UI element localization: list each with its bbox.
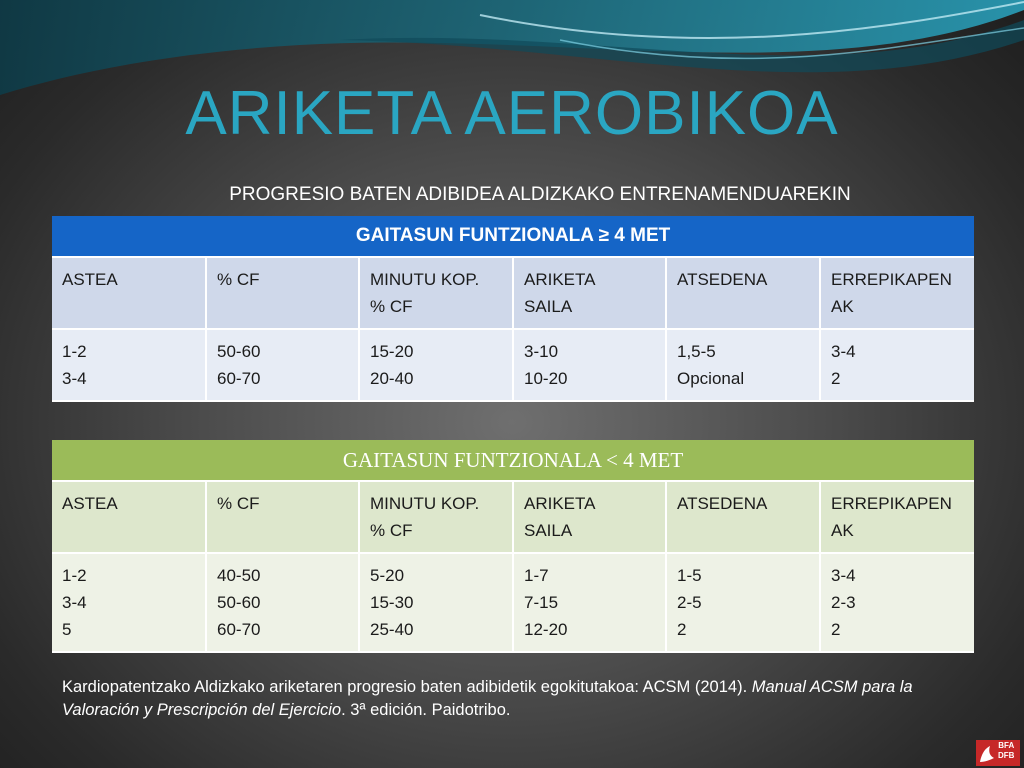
table-cell: 1-2 3-4 5 [52,553,206,652]
table-header: GAITASUN FUNTZIONALA < 4 MET [52,440,974,481]
column-header: ARIKETA SAILA [513,257,666,329]
column-header-row [52,257,974,329]
column-header: ASTEA [52,257,206,329]
column-header: ERREPIKAPEN AK [820,481,974,553]
table-cell: 3-4 2-3 2 [820,553,974,652]
table-cell: 3-4 2 [820,329,974,401]
footnote-tail: . 3ª edición. Paidotribo. [341,701,511,719]
column-header: ATSEDENA [666,481,820,553]
slide-title: ARIKETA AEROBIKOA [185,79,839,148]
table-cell: 1-7 7-15 12-20 [513,553,666,652]
slide-subtitle: PROGRESIO BATEN ADIBIDEA ALDIZKAKO ENTRENAMENDUAREKIN [229,184,851,205]
table-cell: 1-5 2-5 2 [666,553,820,652]
table-cell: 5-20 15-30 25-40 [359,553,513,652]
table-cell: 1,5-5 Opcional [666,329,820,401]
table-cell: 1-2 3-4 [52,329,206,401]
footnote-book-title: Manual ACSM para la Valoración y Prescripción del Ejercicio [62,678,913,719]
table-cell: 15-20 20-40 [359,329,513,401]
column-header: % CF [206,257,359,329]
logo-text: BFA DFB [998,741,1015,760]
table-cell: 40-50 50-60 60-70 [206,553,359,652]
table-row [52,329,974,401]
column-header: ASTEA [52,481,206,553]
footnote-lead: Kardiopatentzako Aldizkako ariketaren progresio baten adibidetik egokitutakoa: ACSM (2014). [62,678,752,696]
column-header: % CF [206,481,359,553]
table-cell: 50-60 60-70 [206,329,359,401]
column-header-row [52,481,974,553]
column-header: MINUTU KOP. % CF [359,257,513,329]
column-header: MINUTU KOP. % CF [359,481,513,553]
table-cell: 3-10 10-20 [513,329,666,401]
column-header: ERREPIKAPEN AK [820,257,974,329]
source-footnote [62,676,962,722]
column-header: ATSEDENA [666,257,820,329]
table-fc-lt-4-met [52,440,974,653]
table-row [52,553,974,652]
table-header: GAITASUN FUNTZIONALA ≥ 4 MET [52,216,974,257]
column-header: ARIKETA SAILA [513,481,666,553]
table-fc-ge-4-met [52,216,974,402]
